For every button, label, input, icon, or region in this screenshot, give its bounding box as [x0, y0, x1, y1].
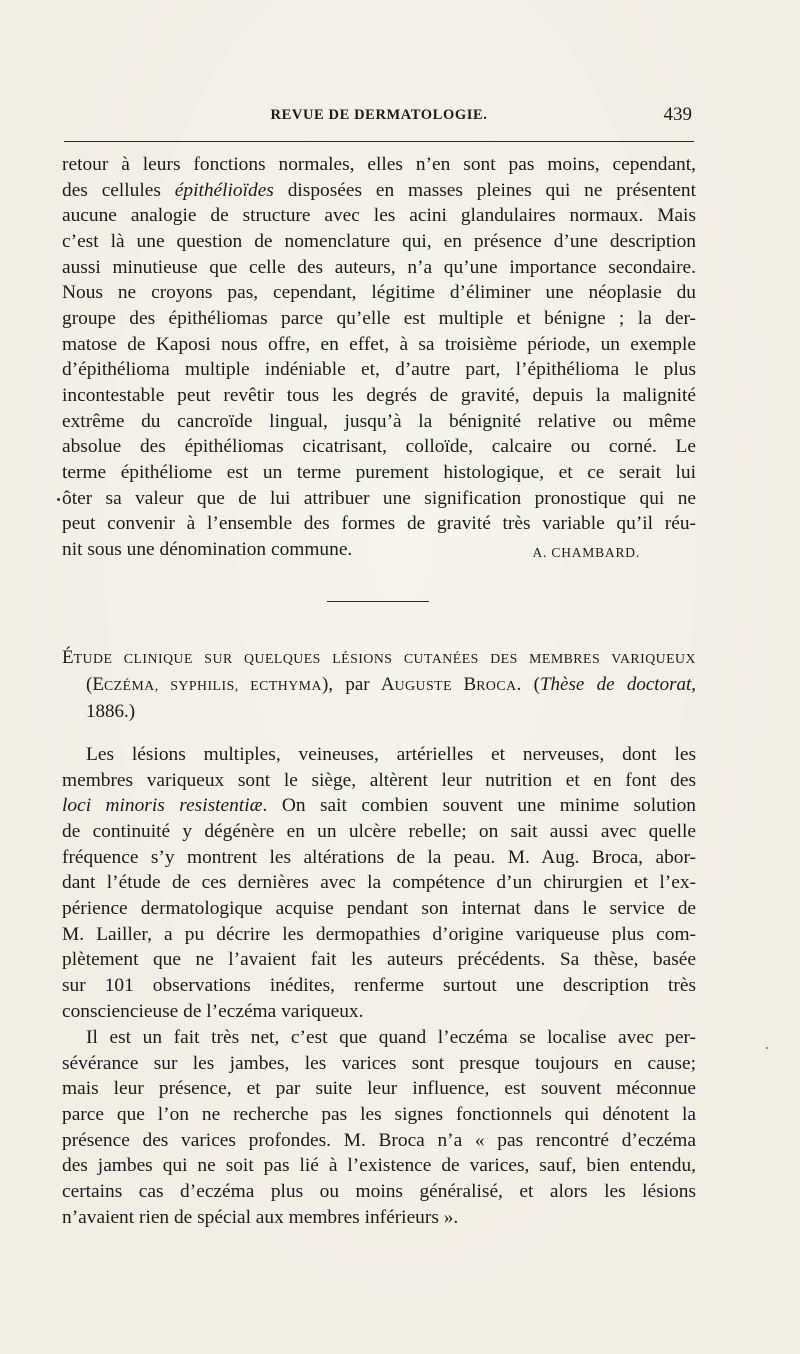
paragraph-continuation: [62, 152, 696, 563]
text-run: disposées en masses pleines qui ne présentent: [273, 179, 696, 201]
paragraph-review-1: [62, 742, 696, 1024]
review-title-line-2: (ECZÉMA, SYPHILIS, ECTHYMA), par AUGUSTE BROCA. (Thèse de doctorat,: [86, 674, 696, 695]
review-title: [62, 645, 696, 725]
text-line: d’épithélioma multiple indéniable et, d’autre part, l’épithélioma le plus: [62, 359, 696, 381]
text-line: [62, 178, 696, 204]
text-line: Les lésions multiples, veineuses, artérielles et nerveuses, dont les: [86, 744, 696, 765]
text-line: c’est là une question de nomenclature qui, en présence d’une description: [62, 230, 696, 252]
review-title-line-1: ÉTUDE CLINIQUE SUR QUELQUES LÉSIONS CUTANÉES DES MEMBRES VARIQUEUX: [62, 647, 696, 668]
text-line: des jambes qui ne soit pas lié à l’existence de varices, sauf, bien entendu,: [62, 1155, 696, 1177]
text-run: nit sous une dénomination commune.: [62, 538, 353, 560]
text-line: ôter sa valeur que de lui attribuer une signification pronostique qui ne: [62, 487, 696, 509]
author-signature: A. CHAMBARD.: [532, 544, 640, 560]
page-header: [62, 104, 696, 130]
text-line: groupe des épithéliomas parce qu’elle est multiple et bénigne ; la der-: [62, 307, 696, 329]
header-rule: [64, 141, 694, 142]
text-line: absolue des épithéliomas cicatrisant, colloïde, calcaire ou corné. Le: [62, 436, 696, 458]
text-line: M. Lailler, a pu décrire les dermopathies d’origine variqueuse plus com-: [62, 923, 696, 945]
italic-text: loci minoris resistentiæ: [62, 795, 263, 817]
page-number: 439: [663, 104, 692, 125]
text-line: sévérance sur les jambes, les varices sont presque toujours en cause;: [62, 1052, 696, 1074]
text-line: présence des varices profondes. M. Broca n’a « pas rencontré d’eczéma: [62, 1129, 696, 1151]
text-line: peut convenir à l’ensemble des formes de gravité très variable qu’il réu-: [62, 513, 696, 535]
text-line: fréquence s’y montrent les altérations de la peau. M. Aug. Broca, abor-: [62, 846, 696, 868]
paragraph-review-2: [62, 1025, 696, 1230]
running-head: REVUE DE DERMATOLOGIE.: [270, 107, 488, 123]
text-line: Il est un fait très net, c’est que quand l’eczéma se localise avec per-: [86, 1027, 696, 1048]
text-line: terme épithéliome est un terme purement histologique, et ce serait lui: [62, 461, 696, 483]
margin-mark: [766, 1047, 768, 1049]
text-line: aucune analogie de structure avec les acini glandulaires normaux. Mais: [62, 205, 696, 227]
text-line: plètement que ne l’avaient fait les auteurs précédents. Sa thèse, basée: [62, 949, 696, 971]
paragraph-body: [62, 742, 696, 1024]
text-line: n’avaient rien de spécial aux membres inférieurs ».: [62, 1206, 459, 1228]
review-title-line-3: 1886.): [86, 701, 136, 722]
section-divider: [327, 601, 429, 602]
text-line: aussi minutieuse que celle des auteurs, n’a qu’une importance secondaire.: [62, 256, 696, 278]
text-line: périence dermatologique acquise pendant son internat dans le service de: [62, 897, 696, 919]
text-line: matose de Kaposi nous offre, en effet, à sa troisième période, un exemple: [62, 333, 696, 355]
paragraph-body: [62, 152, 696, 563]
text-line: retour à leurs fonctions normales, elles n’en sont pas moins, cependant,: [62, 154, 696, 175]
paragraph-body: [62, 1025, 696, 1230]
text-line: mais leur présence, et par suite leur influence, est souvent méconnue: [62, 1078, 696, 1100]
text-line: [62, 537, 696, 563]
text-line: parce que l’on ne recherche pas les signes fonctionnels qui dénotent la: [62, 1103, 696, 1125]
text-line: [62, 793, 696, 819]
text-run: des cellules: [62, 179, 175, 201]
text-line: Nous ne croyons pas, cependant, légitime d’éliminer une néoplasie du: [62, 282, 696, 304]
text-line: de continuité y dégénère en un ulcère rebelle; on sait aussi avec quelle: [62, 820, 696, 842]
text-line: extrême du cancroïde lingual, jusqu’à la bénignité relative ou même: [62, 410, 696, 432]
text-line: incontestable peut revêtir tous les degrés de gravité, depuis la malignité: [62, 384, 696, 406]
text-line: dant l’étude de ces dernières avec la compétence d’un chirurgien et l’ex-: [62, 872, 696, 894]
margin-mark: [57, 498, 60, 501]
text-line: membres variqueux sont le siège, altèrent leur nutrition et en font des: [62, 769, 696, 791]
text-run: . On sait combien souvent une minime solution: [262, 795, 696, 817]
text-line: sur 101 observations inédites, renferme surtout une description très: [62, 974, 696, 996]
text-line: consciencieuse de l’eczéma variqueux.: [62, 1000, 364, 1022]
italic-text: épithélioïdes: [174, 179, 274, 201]
text-line: certains cas d’eczéma plus ou moins généralisé, et alors les lésions: [62, 1180, 696, 1202]
